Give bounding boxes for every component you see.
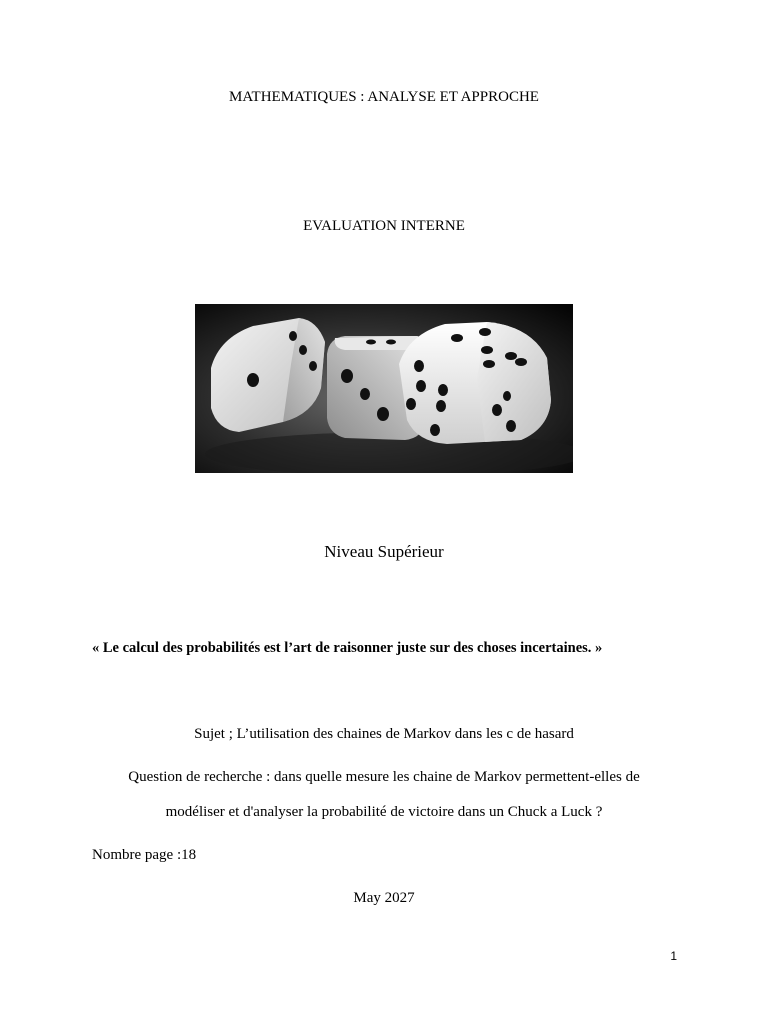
subject-title: MATHEMATIQUES : ANALYSE ET APPROCHE xyxy=(229,89,539,105)
right-die xyxy=(399,322,551,444)
quote: « Le calcul des probabilités est l’art de raisonner juste sur des choses incertaines. » xyxy=(92,640,603,656)
evaluation-title: EVALUATION INTERNE xyxy=(303,218,465,234)
level-heading: Niveau Supérieur xyxy=(324,542,444,561)
topic-line: Sujet ; L’utilisation des chaines de Markov dans les c de hasard xyxy=(194,726,574,742)
dice-image xyxy=(195,304,573,473)
date: May 2027 xyxy=(353,890,415,906)
research-question-line1: Question de recherche : dans quelle mesure les chaine de Markov permettent-elles de xyxy=(128,769,640,785)
page-count: Nombre page :18 xyxy=(92,847,197,863)
page-number: 1 xyxy=(670,949,677,963)
research-question-line2: modéliser et d'analyser la probabilité de victoire dans un Chuck a Luck ? xyxy=(165,804,603,820)
